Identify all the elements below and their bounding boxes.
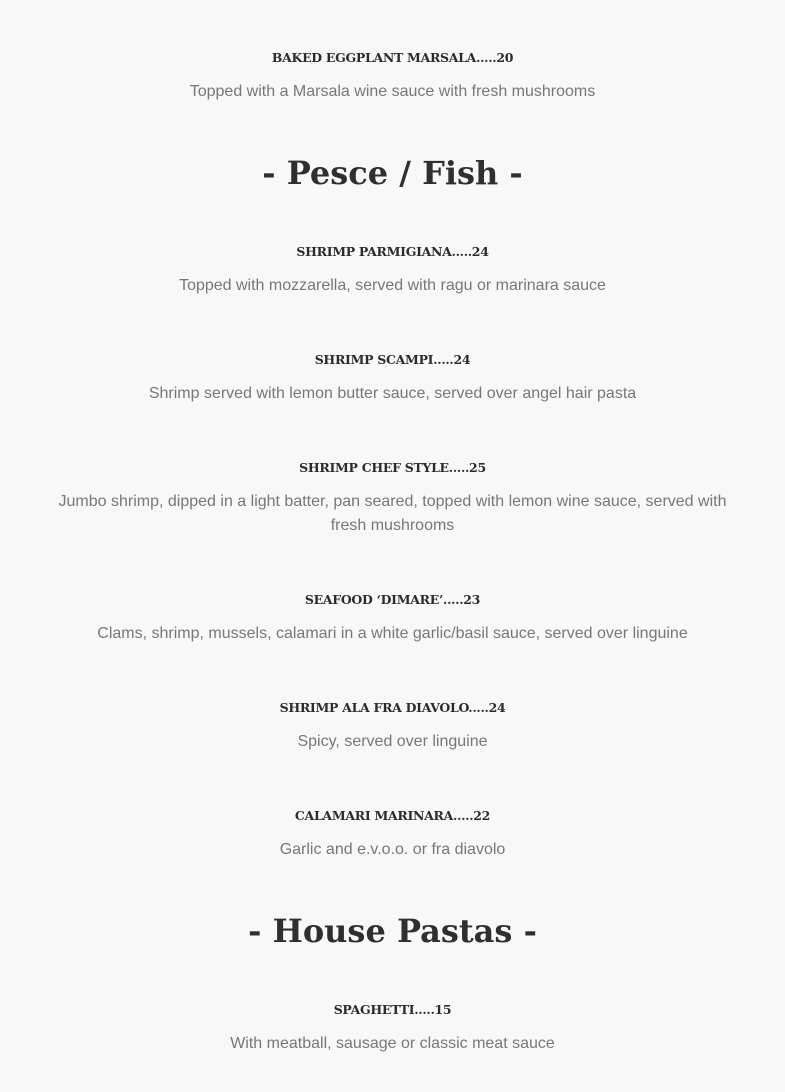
menu-item-name: SHRIMP ALA FRA DIAVOLO.....24 [279, 700, 506, 715]
menu-item-name: CALAMARI MARINARA.....22 [294, 808, 491, 823]
section-heading-house-pastas: - House Pastas - [248, 912, 537, 950]
menu-item-description: Clams, shrimp, mussels, calamari in a white garlic/basil sauce, served over linguine [97, 625, 688, 642]
menu-item-name: SHRIMP SCAMPI.....24 [314, 352, 471, 367]
menu-item-description: Shrimp served with lemon butter sauce, served over angel hair pasta [148, 385, 637, 402]
menu-item-description: Topped with a Marsala wine sauce with fresh mushrooms [189, 83, 596, 100]
menu-item-description: Garlic and e.v.o.o. or fra diavolo [279, 841, 506, 858]
section-heading-fish: - Pesce / Fish - [262, 154, 523, 192]
menu-item-description: Jumbo shrimp, dipped in a light batter, pan seared, topped with lemon wine sauce, served with fresh mushrooms [58, 493, 727, 534]
menu-item-name: SHRIMP CHEF STYLE.....25 [299, 460, 486, 475]
menu-item-name: SPAGHETTI.....15 [333, 1002, 452, 1017]
menu-item-description: Topped with mozzarella, served with ragu or marinara sauce [179, 277, 606, 294]
menu-item-description: With meatball, sausage or classic meat sauce [230, 1035, 555, 1052]
menu-item-name: SHRIMP PARMIGIANA.....24 [296, 244, 489, 259]
menu-item-description: Spicy, served over linguine [297, 733, 488, 750]
menu-item-name: SEAFOOD ‘DIMARE’.....23 [304, 592, 481, 607]
menu-item-name: BAKED EGGPLANT MARSALA.....20 [271, 50, 514, 65]
